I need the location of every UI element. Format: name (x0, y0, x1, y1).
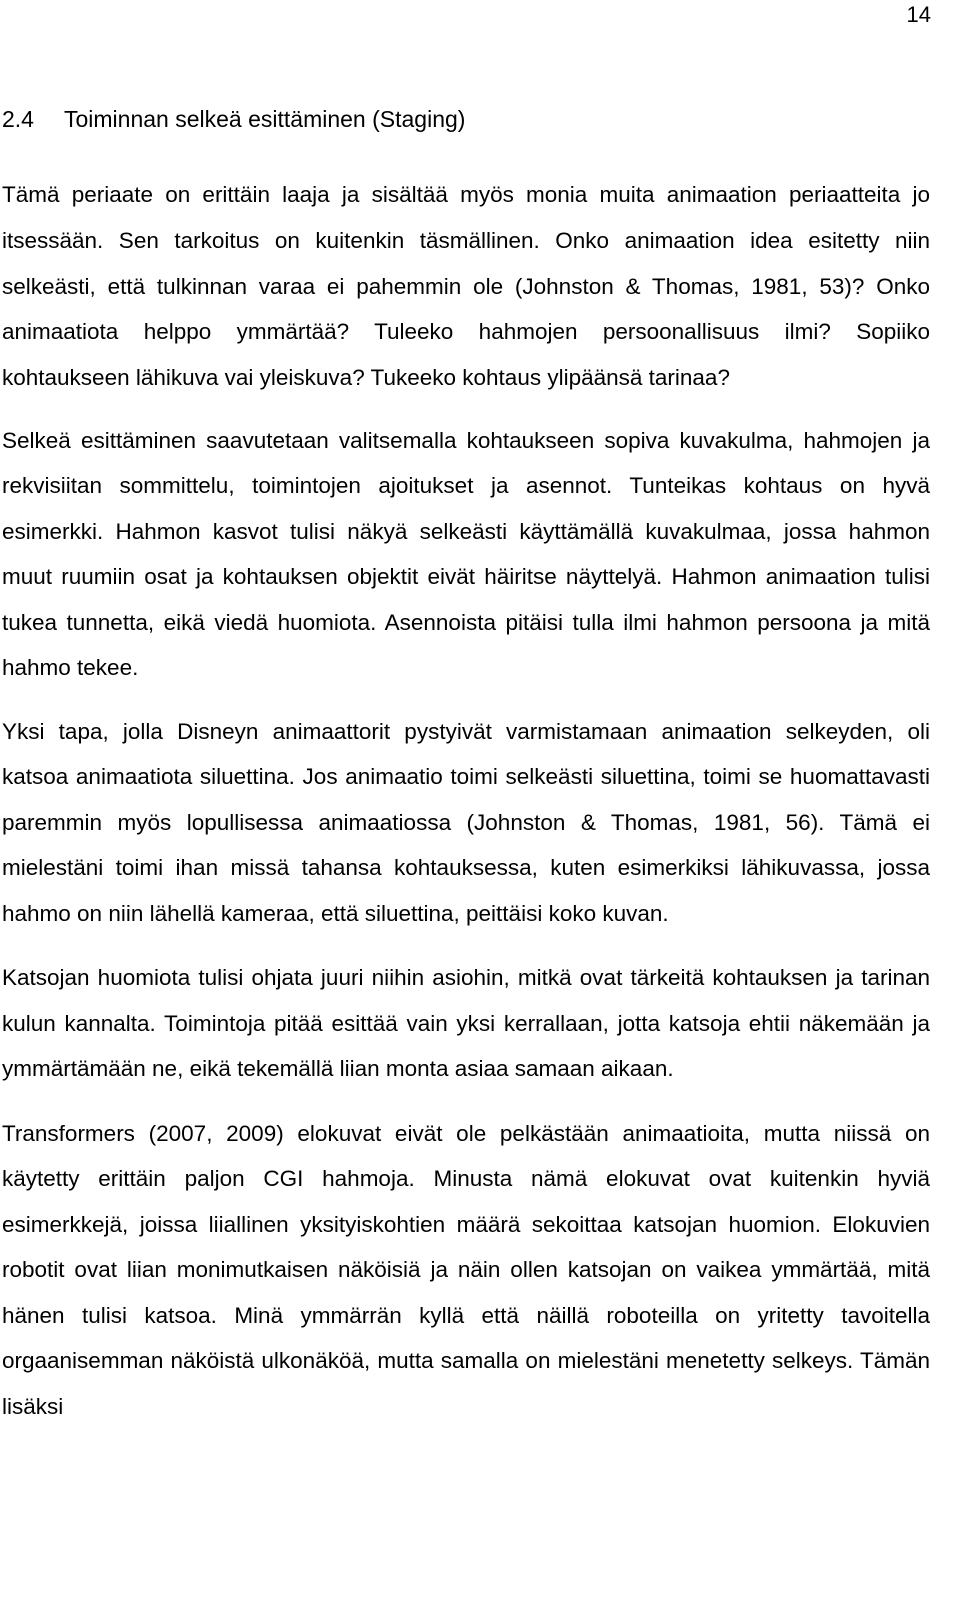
paragraph: Tämä periaate on erittäin laaja ja sisältää myös monia muita animaation periaatteita jo itsessään. Sen tarkoitus on kuitenkin täsmällinen. Onko animaation idea esitetty niin selkeästi, että tulkinnan varaa ei pahemmin ole (Johnston & Thomas, 1981, 53)? Onko animaatiota helppo ymmärtää? Tuleeko hahmojen persoonallisuus ilmi? Sopiiko kohtaukseen lähikuva vai yleiskuva? Tukeeko kohtaus ylipäänsä tarinaa? (2, 182, 930, 391)
paragraph: Katsojan huomiota tulisi ohjata juuri niihin asiohin, mitkä ovat tärkeitä kohtauksen ja tarinan kulun kannalta. Toimintoja pitää esittää vain yksi kerrallaan, jotta katsoja ehtii näkemään ja ymmärtämään ne, eikä tekemällä liian monta asiaa samaan aikaan. (2, 965, 930, 1082)
section-number: 2.4 (2, 106, 34, 132)
page-number: 14 (906, 2, 931, 27)
section-title: Toiminnan selkeä esittäminen (Staging) (64, 106, 466, 132)
paragraph: Transformers (2007, 2009) elokuvat eivät ole pelkästään animaatioita, mutta niissä on käytetty erittäin paljon CGI hahmoja. Minusta nämä elokuvat ovat kuitenkin hyviä esimerkkejä, joissa liiallinen yksityiskohtien määrä sekoittaa katsojan huomion. Elokuvien robotit ovat liian monimutkaisen näköisiä ja näin ollen katsojan on vaikea ymmärtää, mitä hänen tulisi katsoa. Minä ymmärrän kyllä että näillä roboteilla on yritetty tavoitella orgaanisemman näköistä ulkonäköä, mutta samalla on mielestäni menetetty selkeys. Tämän lisäksi (2, 1120, 930, 1419)
body-text (2, 172, 930, 1429)
section-heading (2, 104, 932, 134)
paragraph: Selkeä esittäminen saavutetaan valitsemalla kohtaukseen sopiva kuvakulma, hahmojen ja rekvisiitan sommittelu, toimintojen ajoitukset ja asennot. Tunteikas kohtaus on hyvä esimerkki. Hahmon kasvot tulisi näkyä selkeästi käyttämällä kuvakulmaa, jossa hahmon muut ruumiin osat ja kohtauksen objektit eivät häiritse näyttelyä. Hahmon animaation tulisi tukea tunnetta, eikä viedä huomiota. Asennoista pitäisi tulla ilmi hahmon persoona ja mitä hahmo tekee. (2, 427, 930, 681)
paragraph: Yksi tapa, jolla Disneyn animaattorit pystyivät varmistamaan animaation selkeyden, oli katsoa animaatiota siluettina. Jos animaatio toimi selkeästi siluettina, toimi se huomattavasti paremmin myös lopullisessa animaatiossa (Johnston & Thomas, 1981, 56). Tämä ei mielestäni toimi ihan missä tahansa kohtauksessa, kuten esimerkiksi lähikuvassa, jossa hahmo on niin lähellä kameraa, että siluettina, peittäisi koko kuvan. (2, 718, 930, 926)
